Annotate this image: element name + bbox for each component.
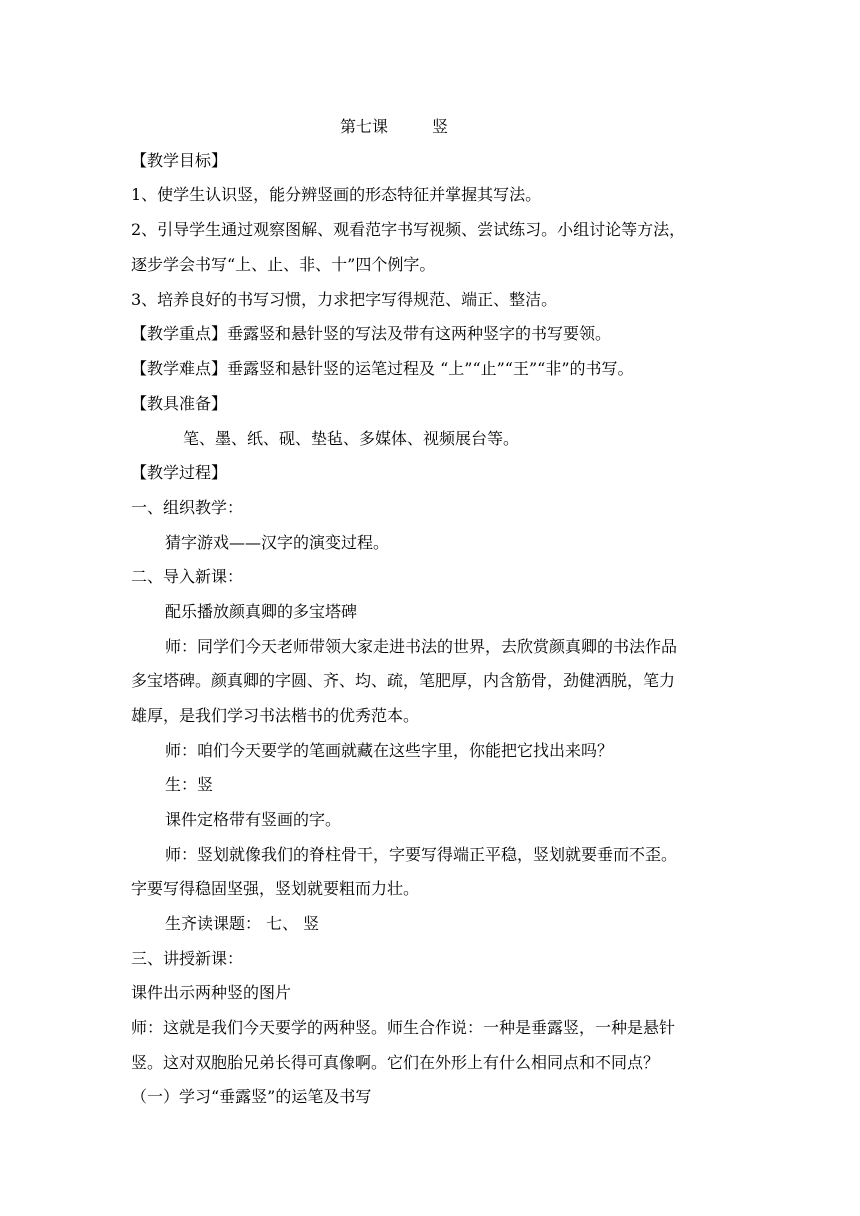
teacher-1-line-2: 多宝塔碑。颜真卿的字圆、齐、均、疏，笔肥厚，内含筋骨，劲健洒脱，笔力 bbox=[131, 671, 676, 690]
tools-list: 笔、墨、纸、砚、垫毡、多媒体、视频展台等。 bbox=[183, 429, 520, 448]
step-3-heading: 三、讲授新课： bbox=[131, 949, 244, 968]
teacher-4-line-1: 师：这就是我们今天要学的两种竖。师生合作说：一种是垂露竖，一种是悬针 bbox=[131, 1018, 676, 1037]
teacher-2: 师：咱们今天要学的笔画就藏在这些字里，你能把它找出来吗？ bbox=[165, 741, 614, 760]
difficulties: 【教学难点】垂露竖和悬针竖的运笔过程及 “上”“止”“王”“非”的书写。 bbox=[131, 359, 634, 378]
lesson-stroke: 竖 bbox=[432, 117, 449, 136]
objective-1: 1、使学生认识竖，能分辨竖画的形态特征并掌握其写法。 bbox=[131, 185, 542, 204]
teacher-4-line-2: 竖。这对双胞胎兄弟长得可真像啊。它们在外形上有什么相同点和不同点？ bbox=[131, 1053, 660, 1072]
teacher-3-line-1: 师：竖划就像我们的脊柱骨干，字要写得端正平稳，竖划就要垂而不歪。 bbox=[165, 845, 678, 864]
step-2-heading: 二、导入新课： bbox=[131, 567, 244, 586]
objective-2-line-2: 逐步学会书写“上、止、非、十”四个例字。 bbox=[131, 255, 436, 274]
teacher-1-line-1: 师：同学们今天老师带领大家走进书法的世界，去欣赏颜真卿的书法作品 bbox=[165, 637, 678, 656]
objective-2-line-1: 2、引导学生通过观察图解、观看范字书写视频、尝试练习。小组讨论等方法， bbox=[131, 220, 686, 239]
read-title: 生齐读课题： 七、 竖 bbox=[165, 914, 320, 933]
objectives-heading: 【教学目标】 bbox=[131, 151, 228, 170]
process-heading: 【教学过程】 bbox=[131, 463, 228, 482]
lesson-number: 第七课 bbox=[340, 117, 389, 136]
step-1-heading: 一、组织教学： bbox=[131, 498, 244, 517]
courseware-1: 课件定格带有竖画的字。 bbox=[165, 810, 342, 829]
student-1: 生：竖 bbox=[165, 775, 214, 794]
lesson-title bbox=[340, 117, 448, 137]
teacher-1-line-3: 雄厚，是我们学习书法楷书的优秀范本。 bbox=[131, 706, 420, 725]
tools-heading: 【教具准备】 bbox=[131, 394, 228, 413]
step-1-content: 猜字游戏——汉字的演变过程。 bbox=[165, 533, 390, 552]
courseware-2: 课件出示两种竖的图片 bbox=[131, 983, 292, 1002]
objective-3: 3、培养良好的书写习惯，力求把字写得规范、端正、整洁。 bbox=[131, 290, 558, 309]
step-2-music: 配乐播放颜真卿的多宝塔碑 bbox=[165, 602, 358, 621]
teacher-3-line-2: 字要写得稳固坚强，竖划就要粗而力壮。 bbox=[131, 879, 420, 898]
key-points: 【教学重点】垂露竖和悬针竖的写法及带有这两种竖字的书写要领。 bbox=[131, 324, 612, 343]
section-1-heading: （一）学习“垂露竖”的运笔及书写 bbox=[131, 1087, 372, 1106]
